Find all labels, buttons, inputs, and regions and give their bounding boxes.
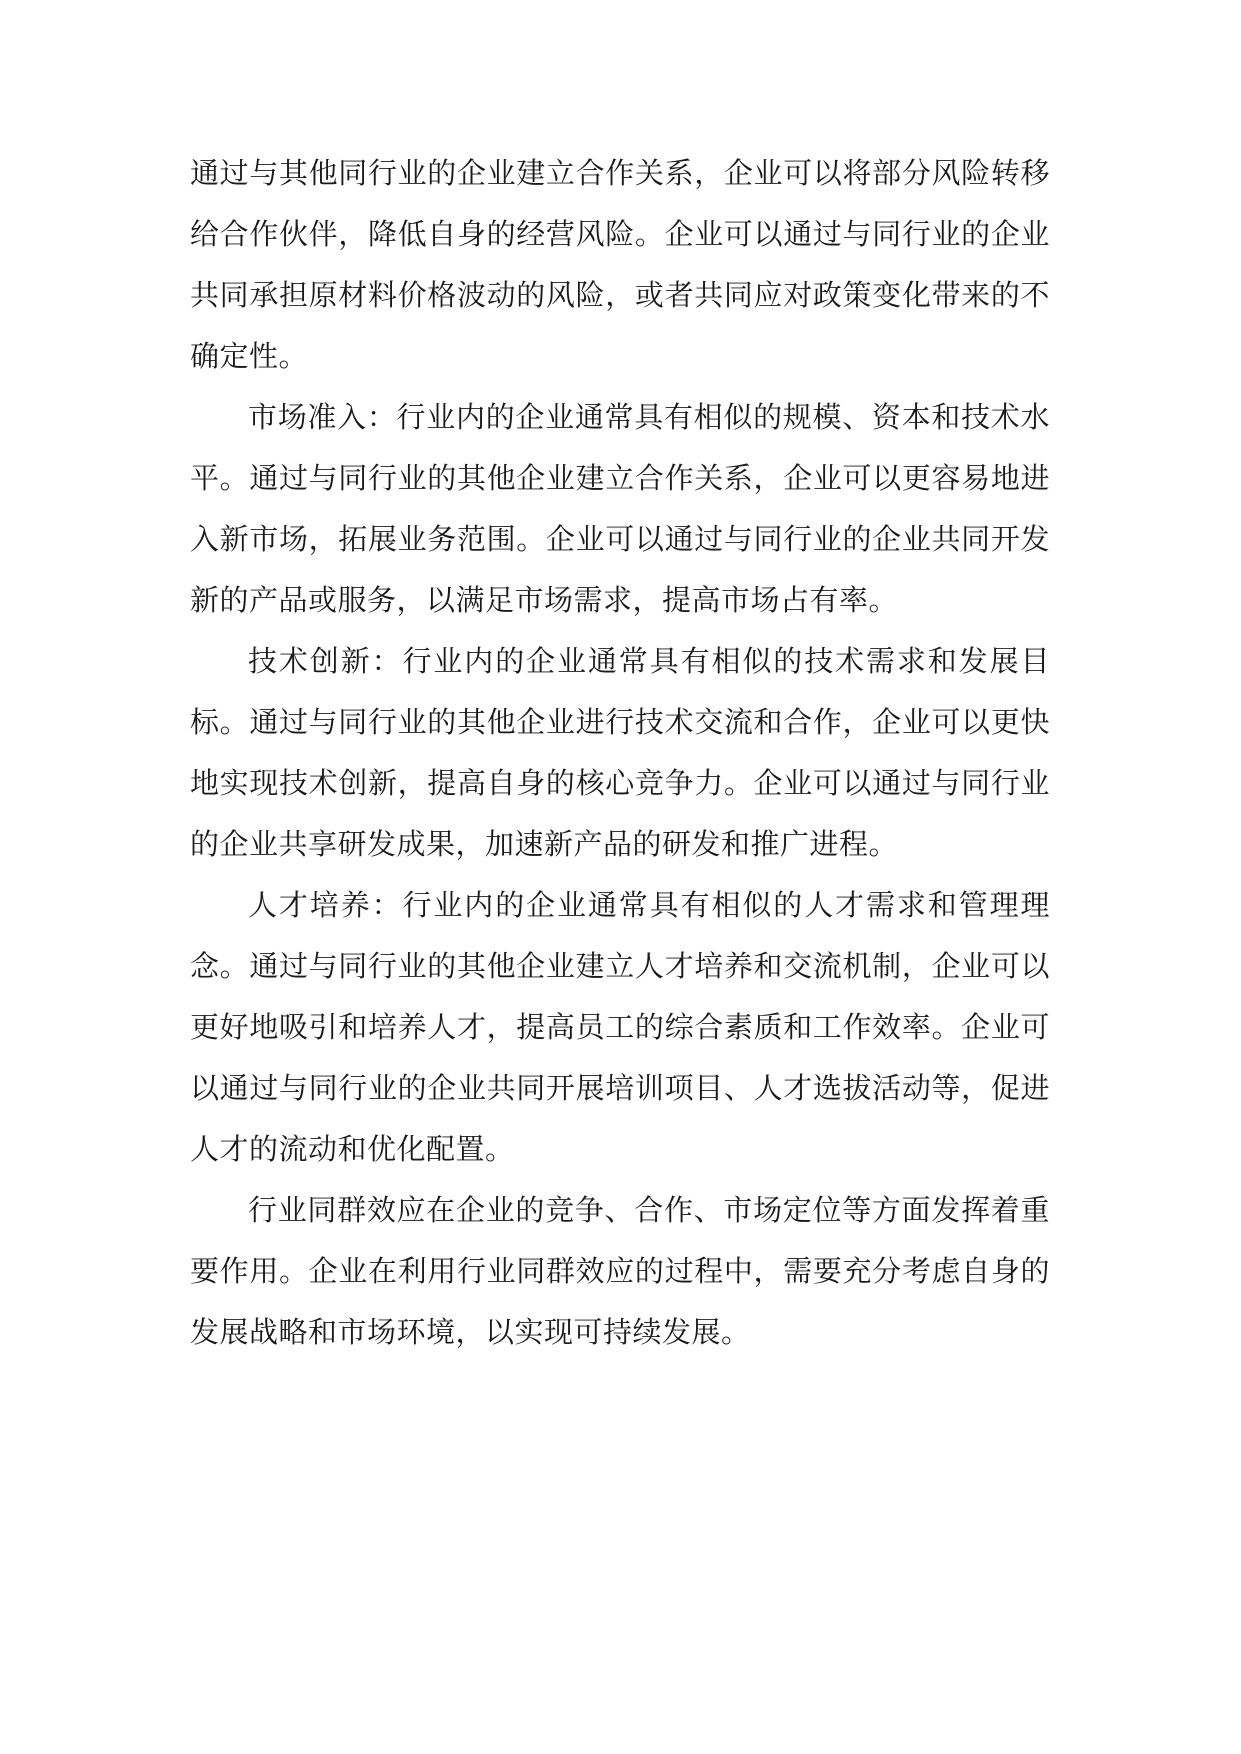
paragraph-risk-sharing: 通过与其他同行业的企业建立合作关系，企业可以将部分风险转移给合作伙伴，降低自身的经营风险。企业可以通过与同行业的企业共同承担原材料价格波动的风险，或者共同应对政策变化带来的不确定性。 (190, 156, 1050, 373)
paragraph-conclusion: 行业同群效应在企业的竞争、合作、市场定位等方面发挥着重要作用。企业在利用行业同群效应的过程中，需要充分考虑自身的发展战略和市场环境，以实现可持续发展。 (190, 1193, 1050, 1349)
paragraph-talent-training: 人才培养：行业内的企业通常具有相似的人才需求和管理理念。通过与同行业的其他企业建立人才培养和交流机制，企业可以更好地吸引和培养人才，提高员工的综合素质和工作效率。企业可以通过与同行业的企业共同开展培训项目、人才选拔活动等，促进人才的流动和优化配置。 (190, 888, 1050, 1166)
paragraph-tech-innovation: 技术创新：行业内的企业通常具有相似的技术需求和发展目标。通过与同行业的其他企业进行技术交流和合作，企业可以更快地实现技术创新，提高自身的核心竞争力。企业可以通过与同行业的企业共享研发成果，加速新产品的研发和推广进程。 (190, 644, 1050, 861)
paragraph-market-access: 市场准入：行业内的企业通常具有相似的规模、资本和技术水平。通过与同行业的其他企业建立合作关系，企业可以更容易地进入新市场，拓展业务范围。企业可以通过与同行业的企业共同开发新的产品或服务，以满足市场需求，提高市场占有率。 (190, 400, 1050, 617)
body-text (190, 143, 1050, 1363)
